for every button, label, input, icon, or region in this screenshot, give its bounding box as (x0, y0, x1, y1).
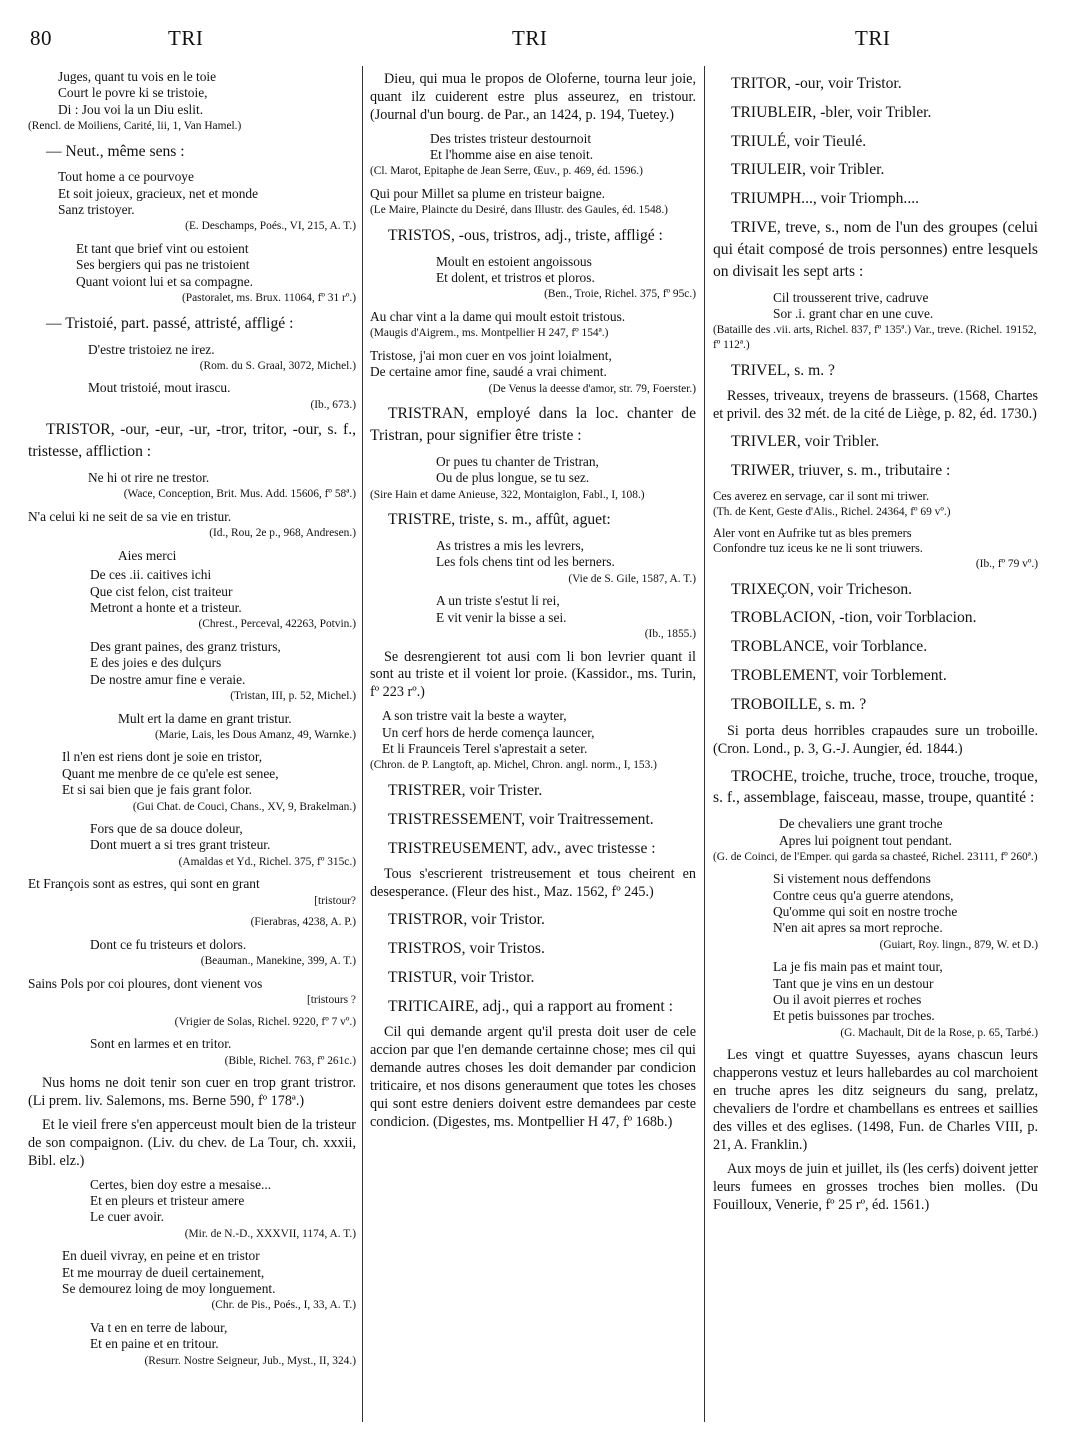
verse-quote (28, 937, 356, 953)
column-rule-1 (362, 66, 363, 1422)
verse-quote (28, 1177, 356, 1226)
verse-line: Et me mourray de dueil certainement, (62, 1264, 265, 1280)
verse-quote (28, 169, 356, 218)
verse-line: Il n'en est riens dont je soie en tristor, (62, 749, 263, 765)
column-1 (28, 66, 356, 1424)
verse-quote (370, 454, 696, 487)
verse-quote (370, 593, 696, 626)
verse-line: Dont ce fu tristeurs et dolors. (90, 936, 247, 952)
entry-headword: TRISTROS, voir Tristos. (388, 939, 545, 957)
citation-source: (Chr. de Pis., Poés., I, 33, A. T.) (211, 1299, 356, 1312)
verse-line: Si vistement nous deffendons (773, 871, 931, 887)
entry-headword: TRISTREUSEMENT, adv., avec tristesse : (388, 839, 656, 857)
verse-quote (28, 749, 356, 798)
verse-line: Quant me menbre de ce qu'ele est senee, (62, 765, 279, 781)
citation-source: (Rom. du S. Graal, 3072, Michel.) (199, 359, 356, 372)
citation-source: (Chrest., Perceval, 42263, Potvin.) (198, 618, 356, 631)
running-head-center: TRI (512, 26, 548, 50)
verse-line: Sains Pols por coi ploures, dont vienent vos (28, 975, 263, 991)
citation-source: [tristours ? (306, 994, 356, 1007)
verse-line: Tout home a ce pourvoye (58, 169, 194, 185)
verse-quote (28, 1320, 356, 1353)
entry-headword: — Tristoié, part. passé, attristé, affligé : (46, 314, 294, 332)
verse-line: Au char vint a la dame qui moult estoit tristous. (370, 309, 626, 324)
citation-source: (Bible, Richel. 763, fº 261c.) (224, 1054, 356, 1067)
entry-headword: TRISTROR, voir Tristor. (388, 911, 545, 929)
verse-line: Le cuer avoir. (90, 1209, 164, 1225)
verse-line: As tristres a mis les levrers, (436, 537, 585, 553)
verse-line: Sor .i. grant char en une cuve. (773, 305, 934, 321)
verse-line: Et François sont as estres, qui sont en grant (28, 876, 260, 892)
citation-source: (Resurr. Nostre Seigneur, Jub., Myst., II, 324.) (144, 1354, 356, 1367)
verse-line: Qu'omme qui soit en nostre troche (773, 904, 958, 920)
prose-citation: Cil qui demande argent qu'il presta doit user de cele accion par que l'en demande certainne chose; mes cil qui demande autres choses les doit demander par condicion triticaire, et nos disons generaument que totes les choses qui sont estre deniers doivent estre demandees par ceste condicion. (Digestes, ms. Montpellier H 47, fº 168b.) (370, 1024, 696, 1130)
verse-line: Quant voiont lui et sa compagne. (76, 273, 254, 289)
citation-source: (Marie, Lais, les Dous Amanz, 49, Warnke.) (154, 728, 356, 741)
prose-citation: Les vingt et quattre Suyesses, ayans chascun leurs chapperons vestuz et leurs hallebardes au col marchoient en truche apres les ditz seigneurs du sang, prelatz, chevaliers de l'ordre et chambellans es entrees et saillies des villes et des eglises. (1498, Fun. de Charles VIII, p. 21, A. Franklin.) (713, 1047, 1038, 1153)
verse-line: Court le povre ki se tristoie, (58, 85, 208, 101)
verse-line: Tant que je vins en un destour (773, 975, 934, 991)
entry-headword: TROCHE, troiche, truche, troce, trouche, troque, s. f., assemblage, faisceau, masse, troupe, quantité : (713, 767, 1038, 807)
entry-headword: TROBLEMENT, voir Torblement. (731, 667, 947, 685)
verse-line: Que cist felon, cist traiteur (90, 583, 233, 599)
running-head-left: TRI (168, 26, 204, 50)
verse-line: E vit venir la bisse a sei. (436, 609, 567, 625)
entry-headword: TRISTRAN, employé dans la loc. chanter de Tristran, pour signifier être triste : (370, 405, 696, 445)
prose-citation: Aux moys de juin et juillet, ils (les cerfs) doivent jetter leurs fumees en grosses troches bien molles. (Du Fouilloux, Venerie, fº 25 rº, éd. 1561.) (713, 1160, 1038, 1213)
prose-citation: Tous s'escrierent tristreusement et tous cheirent en desesperance. (Fleur des hist., Maz. 1562, fº 245.) (370, 866, 696, 901)
citation-source: (Ib., 673.) (310, 398, 356, 411)
entry-headword: TRIULEIR, voir Tribler. (731, 161, 885, 179)
verse-line: Fors que de sa douce doleur, (90, 821, 243, 837)
prose-citation: Et le vieil frere s'en apperceust moult bien de la tristeur de son compaignon. (Liv. du chev. de La Tour, ch. xxxii, Bibl. elz.) (28, 1117, 356, 1169)
verse-quote (713, 871, 1038, 936)
verse-quote (28, 470, 356, 486)
verse-line: Contre ceus qu'a guerre atendons, (773, 887, 954, 903)
citation-source: (Le Maire, Plaincte du Desiré, dans Illustr. des Gaules, éd. 1548.) (370, 204, 668, 217)
verse-line: Ou de plus longue, se tu sez. (436, 470, 590, 486)
verse-line: Cil trousserent trive, cadruve (773, 289, 929, 305)
verse-line: De certaine amor fine, saudé a vrai chiment. (370, 364, 607, 380)
verse-line: Et en pleurs et tristeur amere (90, 1193, 245, 1209)
entry-headword: — Neut., même sens : (46, 142, 185, 160)
verse-line: Et soit joieux, gracieux, net et monde (58, 185, 259, 201)
entry-headword: TROBOILLE, s. m. ? (731, 695, 867, 713)
citation-source: (Id., Rou, 2e p., 968, Andresen.) (209, 527, 356, 540)
verse-line: Moult en estoient angoissous (436, 253, 592, 269)
verse-quote (370, 538, 696, 571)
verse-line: Confondre tuz iceus ke ne li sont triuwers. (713, 541, 923, 556)
entry-headword: TRIXEÇON, voir Tricheson. (731, 580, 913, 598)
verse-line: Qui pour Millet sa plume en tristeur baigne. (370, 185, 606, 201)
citation-source: (Pastoralet, ms. Brux. 11064, fº 31 rº.) (182, 292, 356, 305)
citation-source: (Wace, Conception, Brit. Mus. Add. 15606, fº 58ª.) (123, 488, 356, 501)
verse-quote (370, 309, 696, 325)
prose-citation: Resses, triveaux, treyens de brasseurs. (1568, Chartes et privil. des 32 mét. de la cité de Liège, p. 82, éd. 1730.) (713, 388, 1038, 423)
citation-source: (Tristan, III, p. 52, Michel.) (230, 689, 356, 702)
verse-quote (370, 708, 696, 757)
verse-line: De chevaliers une grant troche (779, 816, 943, 832)
verse-line: Les fols chens tint od les berners. (436, 554, 615, 570)
citation-source: (Cl. Marot, Epitaphe de Jean Serre, Œuv., p. 469, éd. 1596.) (370, 165, 643, 178)
verse-quote (28, 976, 356, 992)
verse-line: Apres lui poignent tout pendant. (779, 832, 952, 848)
verse-line: Sanz tristoyer. (58, 202, 135, 218)
entry-headword: TRIVEL, s. m. ? (731, 361, 835, 379)
verse-line: Certes, bien doy estre a mesaise... (90, 1176, 272, 1192)
verse-quote (713, 526, 1038, 556)
citation-source: (Gui Chat. de Couci, Chans., XV, 9, Brakelman.) (132, 800, 356, 813)
citation-source: [tristour? (314, 894, 356, 907)
verse-line: Sont en larmes et en tritor. (90, 1036, 232, 1052)
page-number: 80 (30, 26, 52, 50)
verse-line: N'a celui ki ne seit de sa vie en tristur. (28, 509, 232, 524)
verse-line: Des tristes tristeur destournoit (430, 130, 592, 146)
entry-headword: TRIUBLEIR, -bler, voir Tribler. (731, 103, 932, 121)
verse-quote (28, 876, 356, 892)
citation-source: (Chron. de P. Langtoft, ap. Michel, Chron. angl. norm., I, 153.) (370, 759, 657, 772)
verse-line: Va t en en terre de labour, (90, 1320, 228, 1336)
verse-quote (28, 241, 356, 290)
entry-headword: TRIVLER, voir Tribler. (731, 433, 880, 451)
verse-line: Mult ert la dame en grant tristur. (118, 710, 292, 726)
citation-source: (Th. de Kent, Geste d'Alis., Richel. 24364, fº 69 vº.) (713, 505, 951, 518)
verse-line: Et l'homme aise en aise tenoit. (430, 147, 594, 163)
verse-line: Et petis buissones par troches. (773, 1008, 935, 1024)
entry-headword: TRISTOS, -ous, tristros, adj., triste, affligé : (388, 226, 663, 244)
verse-line: Metront a honte et a tristeur. (90, 599, 242, 615)
citation-source: (Rencl. de Moiliens, Carité, lii, 1, Van Hamel.) (28, 120, 242, 133)
entry-headword: TRIWER, triuver, s. m., tributaire : (731, 461, 951, 479)
citation-source: (Vie de S. Gile, 1587, A. T.) (568, 572, 696, 585)
verse-quote (28, 548, 356, 564)
verse-quote (28, 711, 356, 727)
verse-quote (713, 959, 1038, 1024)
citation-source: (Vrigier de Solas, Richel. 9220, fº 7 vº.) (174, 1015, 356, 1028)
citation-source: (Beauman., Manekine, 399, A. T.) (200, 955, 356, 968)
verse-line: Aler vont en Aufrike tut as bles premers (713, 526, 912, 541)
prose-citation: Dieu, qui mua le propos de Oloferne, tourna leur joie, quant ilz cuiderent estre plus asseurez, en tristour. (Journal d'un bourg. de Par., an 1424, p. 194, Tuetey.) (370, 71, 696, 123)
column-2 (370, 66, 696, 1424)
citation-source: (Ben., Troie, Richel. 375, fº 95c.) (544, 288, 696, 301)
citation-source: (Fierabras, 4238, A. P.) (250, 916, 356, 929)
running-head-right: TRI (855, 26, 891, 50)
verse-line: D'estre tristoiez ne irez. (88, 341, 215, 357)
verse-line: Et en paine et en tritour. (90, 1336, 219, 1352)
entry-headword: TRISTRE, triste, s. m., affût, aguet: (388, 511, 611, 529)
entry-headword: TRIULÉ, voir Tieulé. (731, 132, 867, 150)
prose-citation: Se desrengierent tot ausi com li bon levrier quant il sont au triste et il voient lor proie. (Kassidor., ms. Turin, fº 223 rº.) (370, 648, 696, 701)
verse-quote (28, 639, 356, 688)
citation-source: (Sire Hain et dame Anieuse, 322, Montaiglon, Fabl., I, 108.) (370, 488, 645, 501)
entry-headword: TRISTRESSEMENT, voir Traitressement. (388, 810, 654, 828)
verse-quote (28, 69, 356, 118)
citation-source: (De Venus la deesse d'amor, str. 79, Foerster.) (488, 382, 696, 395)
verse-quote (713, 489, 1038, 504)
citation-source: (Mir. de N.-D., XXXVII, 1174, A. T.) (184, 1227, 356, 1240)
verse-quote (28, 342, 356, 358)
verse-line: A un triste s'estut li rei, (436, 593, 560, 609)
verse-line: A son tristre vait la beste a wayter, (382, 708, 567, 724)
verse-line: Aies merci (118, 547, 177, 563)
verse-line: Di : Jou voi la un Diu eslit. (58, 101, 204, 117)
entry-headword: TRISTOR, -our, -eur, -ur, -tror, tritor, -our, s. f., tristesse, affliction : (28, 421, 356, 461)
entry-headword: TROBLANCE, voir Torblance. (731, 638, 928, 656)
verse-quote (28, 1036, 356, 1052)
verse-line: Ne hi ot rire ne trestor. (88, 470, 210, 486)
entry-headword: TROBLACION, -tion, voir Torblacion. (731, 609, 977, 627)
verse-line: Or pues tu chanter de Tristran, (436, 453, 599, 469)
verse-line: Et tant que brief vint ou estoient (76, 241, 249, 257)
verse-line: De ces .ii. caitives ichi (90, 567, 212, 583)
verse-quote (370, 348, 696, 381)
verse-line: Dont muert a si tres grant tristeur. (90, 837, 271, 853)
verse-line: Un cerf hors de herde comença launcer, (382, 724, 595, 740)
verse-quote (28, 1248, 356, 1297)
citation-source: (E. Deschamps, Poés., VI, 215, A. T.) (185, 220, 356, 233)
column-rule-2 (704, 66, 705, 1422)
verse-quote (28, 509, 356, 525)
citation-source: (Guiart, Roy. lingn., 879, W. et D.) (879, 938, 1038, 951)
verse-quote (370, 131, 696, 164)
citation-source: (Ib., fº 79 vº.) (975, 557, 1038, 570)
verse-line: Et dolent, et tristros et ploros. (436, 270, 595, 286)
citation-source: (Amaldas et Yd., Richel. 375, fº 315c.) (178, 855, 356, 868)
verse-quote (713, 290, 1038, 323)
verse-line: Et li Fraunceis Terel s'aprestait a seter. (382, 740, 588, 756)
page-header (0, 26, 1078, 56)
verse-line: Mout tristoié, mout irascu. (88, 380, 231, 396)
verse-line: De nostre amur fine e veraie. (90, 671, 246, 687)
verse-quote (28, 567, 356, 616)
entry-headword: TRIUMPH..., voir Triomph.... (731, 190, 920, 208)
verse-line: Ou il avoit pierres et roches (773, 992, 922, 1008)
verse-line: Ses bergiers qui pas ne tristoient (76, 257, 250, 273)
verse-quote (370, 186, 696, 202)
citation-source: (G. Machault, Dit de la Rose, p. 65, Tarbé.) (840, 1026, 1038, 1039)
verse-line: Ces averez en servage, car il sont mi triwer. (713, 488, 930, 503)
citation-source: (Bataille des .vii. arts, Richel. 837, fº 135ª.) Var., treve. (Richel. 19152, fº 112ª.) (713, 324, 1037, 351)
citation-source: (Ib., 1855.) (644, 627, 696, 640)
prose-citation: Si porta deus horribles crapaudes sure un troboille. (Cron. Lond., p. 3, G.-J. Aungier, éd. 1844.) (713, 722, 1038, 757)
entry-headword: TRIVE, treve, s., nom de l'un des groupes (celui qui était composé de trois personnes) entre lesquels on divisait les sept arts : (713, 219, 1038, 280)
verse-line: Tristose, j'ai mon cuer en vos joint loialment, (370, 347, 612, 363)
verse-line: Se demourez loing de moy longuement. (62, 1281, 276, 1297)
column-3 (713, 66, 1038, 1424)
prose-citation: Nus homs ne doit tenir son cuer en trop grant tristror. (Li prem. liv. Salemons, ms. Berne 590, fº 178ª.) (28, 1075, 356, 1110)
verse-line: Juges, quant tu vois en le toie (58, 69, 217, 84)
verse-quote (28, 821, 356, 854)
verse-quote (370, 254, 696, 287)
verse-line: Et si sai bien que je fais grant folor. (62, 782, 253, 798)
verse-line: La je fis main pas et maint tour, (773, 959, 943, 975)
entry-headword: TRITICAIRE, adj., qui a rapport au froment : (388, 997, 673, 1015)
verse-line: N'en ait apres sa mort reproche. (773, 920, 943, 936)
entry-headword: TRISTUR, voir Tristor. (388, 968, 535, 986)
citation-source: (G. de Coinci, de l'Emper. qui garda sa chasteé, Richel. 23111, fº 260ª.) (713, 850, 1038, 863)
entry-headword: TRITOR, -our, voir Tristor. (731, 75, 902, 92)
entry-headword: TRISTRER, voir Trister. (388, 781, 543, 799)
verse-line: En dueil vivray, en peine et en tristor (62, 1248, 260, 1264)
citation-source: (Maugis d'Aigrem., ms. Montpellier H 247, fº 154ª.) (370, 327, 609, 340)
verse-line: E des joies e des dulçurs (90, 655, 222, 671)
verse-quote (713, 816, 1038, 849)
verse-line: Des grant paines, des granz tristurs, (90, 638, 281, 654)
verse-quote (28, 380, 356, 396)
